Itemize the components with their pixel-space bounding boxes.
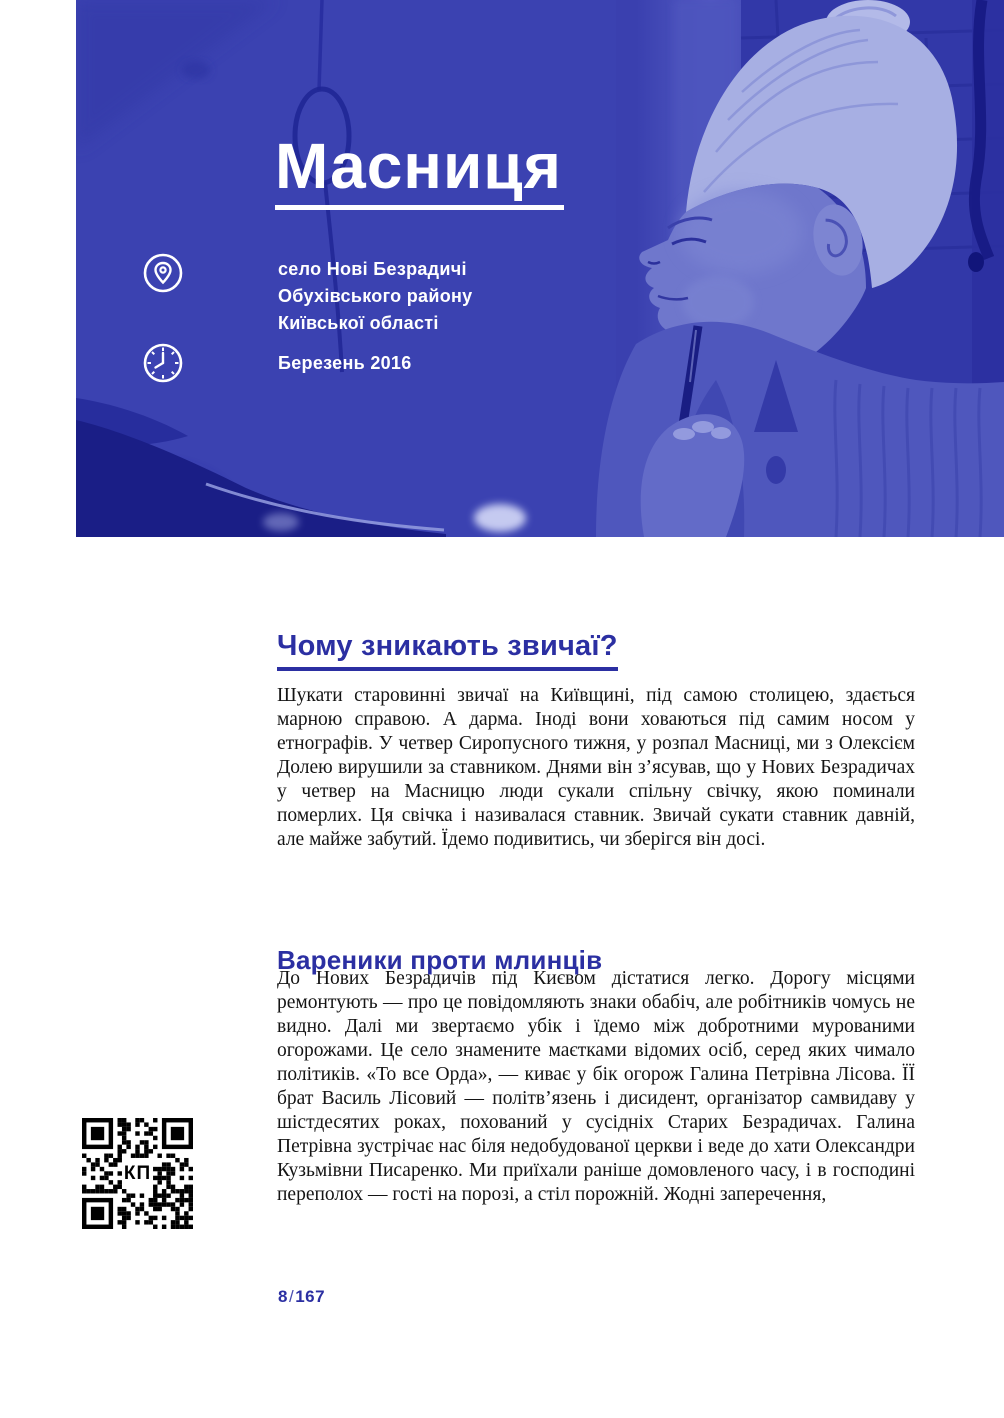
page-number-separator: /: [288, 1287, 295, 1306]
date-text: Березень 2016: [278, 353, 412, 373]
hero-image: [76, 0, 1004, 537]
page-number: [278, 1287, 325, 1307]
page-title: Масниця: [275, 138, 564, 210]
location-line: село Нові Безрадичі: [278, 259, 467, 279]
hero-photo-art: [76, 0, 1004, 537]
qr-code: [82, 1118, 193, 1229]
location-text: [278, 256, 473, 337]
paragraph-1: Шукати старовинні звичаї на Київщині, під самою столицею, здається марною справою. А дарма. Іноді вони ховаються під самим носом у етнографів. У четвер Сиропусного тижня, у розпал Масниці, ми з Олексієм Долею вирушили за ставником. Днями він з’ясував, що у Нових Безрадичах у четвер на Масницю люди сукали спільну свічку, якою поминали померлих. Ця свічка і називалася ставник. Звичай сукати ставник давній, але майже забутий. Їдемо подивитись, чи зберігся він досі.: [277, 685, 915, 850]
page-number-current: 8: [278, 1287, 288, 1306]
location-line: Обухівського району: [278, 286, 473, 306]
section-heading-why-customs-disappear: Чому зникають звичаї?: [277, 632, 618, 671]
page-number-total: 167: [295, 1287, 326, 1306]
qr-center-label: КП: [123, 1162, 152, 1184]
location-line: Київської області: [278, 313, 439, 333]
paragraph-2: До Нових Безрадичів під Києвом дістатися легко. Дорогу місцями ремонтують — про це повідомляють знаки обабіч, але робітників чомусь не видно. Далі ми звертаємо убік і їдемо між добротними мурованими огорожами. Це село знамените маєтками відомих осіб, серед яких чимало політиків. «То все Орда», — киває у бік огорож Галина Петрівна Лісова. ЇЇ брат Василь Лісовий — політв’язень і дисидент, організатор самвидаву у шістдесятих роках, похований у сусідніх Старих Безрадичах. Галина Петрівна зустрічає нас біля недобудованої церкви і веде до хати Олександри Кузьмівни Писаренко. Ми приїхали раніше домовленого часу, і в господині переполох — гості на порозі, а стіл порожній. Жодні заперечення,: [277, 968, 915, 1205]
section-heading-varenyky-vs-pancakes: Вареники проти млинців: [277, 945, 603, 975]
clock-icon: [143, 343, 183, 383]
qr-pattern: [82, 1118, 193, 1229]
location-pin-icon: [143, 253, 183, 293]
